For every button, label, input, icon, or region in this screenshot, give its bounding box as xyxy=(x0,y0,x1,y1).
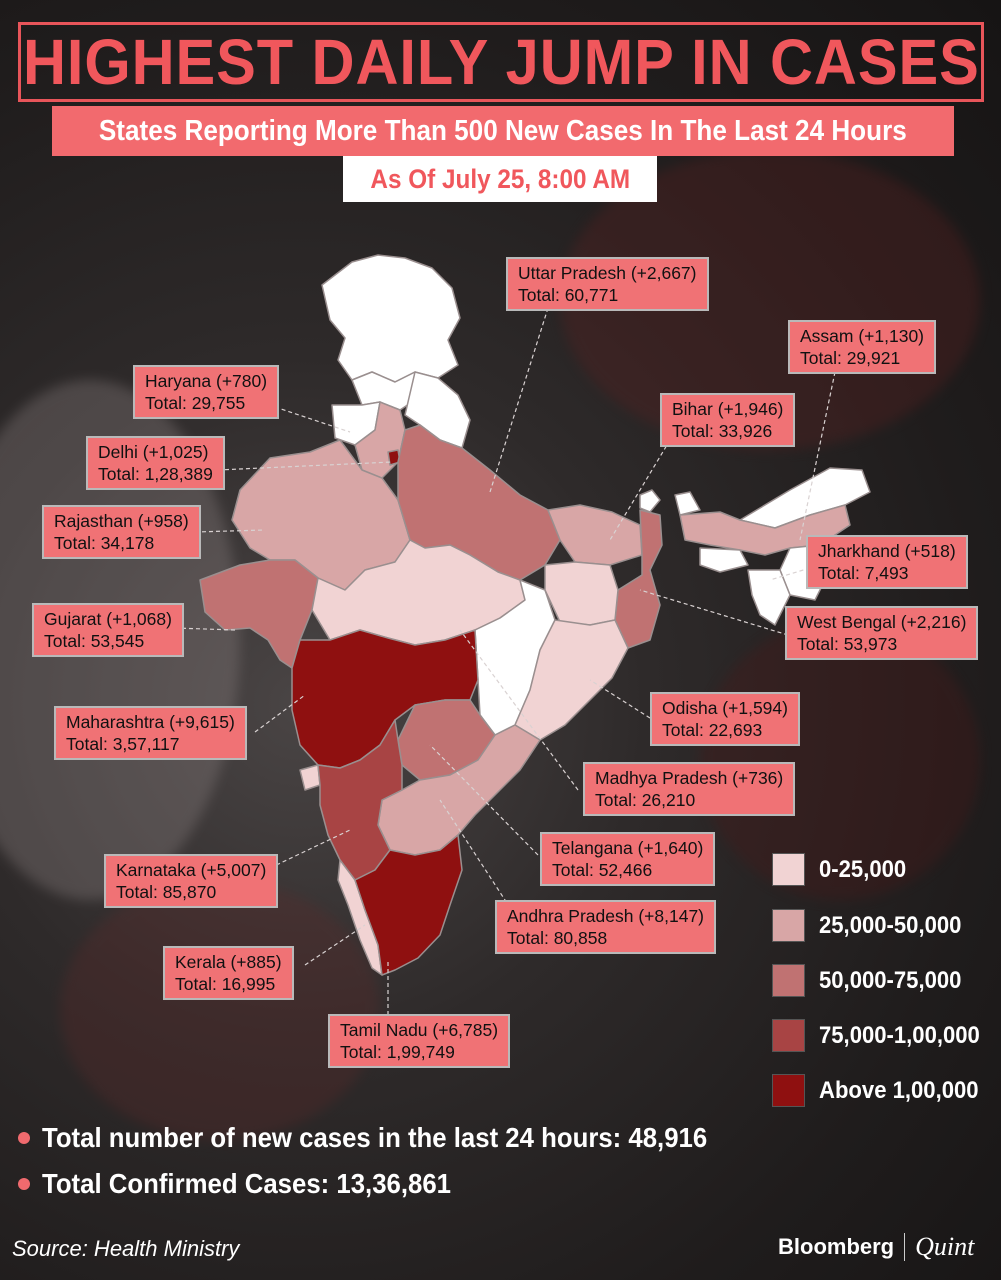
label-total: Total: 1,28,389 xyxy=(98,464,213,484)
brand-quint: Quint xyxy=(915,1232,975,1261)
label-title: Madhya Pradesh (+736) xyxy=(595,768,784,788)
label-bihar xyxy=(660,393,795,447)
label-total: Total: 29,755 xyxy=(145,393,246,413)
label-title: Tamil Nadu (+6,785) xyxy=(340,1020,499,1040)
legend-label: 0-25,000 xyxy=(819,855,907,883)
label-total: Total: 3,57,117 xyxy=(66,734,180,754)
label-total: Total: 22,693 xyxy=(662,720,763,740)
label-total: Total: 60,771 xyxy=(518,285,619,305)
label-total: Total: 80,858 xyxy=(507,928,608,948)
legend-swatch xyxy=(772,964,805,997)
legend-swatch xyxy=(772,853,805,886)
legend-item xyxy=(772,909,974,942)
label-jharkhand xyxy=(806,535,968,589)
label-title: Kerala (+885) xyxy=(175,952,282,972)
label-total: Total: 53,973 xyxy=(797,634,898,654)
label-haryana xyxy=(133,365,279,419)
legend-item xyxy=(772,853,914,886)
label-maharashtra xyxy=(54,706,247,760)
stat-new-cases xyxy=(18,1122,765,1154)
label-total: Total: 34,178 xyxy=(54,533,155,553)
label-total: Total: 1,99,749 xyxy=(340,1042,455,1062)
brand-divider xyxy=(904,1233,905,1261)
label-title: Maharashtra (+9,615) xyxy=(66,712,235,732)
page-title: HIGHEST DAILY JUMP IN CASES xyxy=(22,26,980,98)
label-uttar-pradesh xyxy=(506,257,709,311)
label-title: Telangana (+1,640) xyxy=(552,838,704,858)
legend-item xyxy=(772,1019,994,1052)
label-title: Delhi (+1,025) xyxy=(98,442,209,462)
legend-swatch xyxy=(772,1019,805,1052)
legend-label: 50,000-75,000 xyxy=(819,966,962,994)
label-madhya-pradesh xyxy=(583,762,795,816)
label-total: Total: 53,545 xyxy=(44,631,145,651)
label-title: Rajasthan (+958) xyxy=(54,511,189,531)
label-title: Andhra Pradesh (+8,147) xyxy=(507,906,705,926)
label-total: Total: 7,493 xyxy=(818,563,909,583)
label-title: Bihar (+1,946) xyxy=(672,399,784,419)
label-title: Haryana (+780) xyxy=(145,371,268,391)
legend-label: 75,000-1,00,000 xyxy=(819,1021,980,1049)
label-title: Uttar Pradesh (+2,667) xyxy=(518,263,697,283)
label-total: Total: 16,995 xyxy=(175,974,276,994)
legend-label: 25,000-50,000 xyxy=(819,911,962,939)
legend-label: Above 1,00,000 xyxy=(819,1076,979,1104)
label-total: Total: 29,921 xyxy=(800,348,901,368)
subtitle-text: States Reporting More Than 500 New Cases In The Last 24 Hours xyxy=(99,114,907,147)
state-sikkim xyxy=(640,490,660,512)
state-bhutan-gap xyxy=(675,492,700,515)
label-title: Gujarat (+1,068) xyxy=(44,609,172,629)
label-title: Odisha (+1,594) xyxy=(662,698,788,718)
label-west-bengal xyxy=(785,606,978,660)
label-total: Total: 52,466 xyxy=(552,860,653,880)
state-jammu-kashmir xyxy=(322,255,460,382)
source-credit: Source: Health Ministry xyxy=(12,1236,240,1261)
bullet-icon xyxy=(18,1178,30,1190)
legend-swatch xyxy=(772,1074,805,1107)
bullet-icon xyxy=(18,1132,30,1144)
label-karnataka xyxy=(104,854,278,908)
label-tamil-nadu xyxy=(328,1014,510,1068)
label-title: Karnataka (+5,007) xyxy=(116,860,267,880)
legend-item xyxy=(772,964,974,997)
brand-bloomberg: Bloomberg xyxy=(778,1234,895,1259)
label-total: Total: 26,210 xyxy=(595,790,696,810)
state-goa xyxy=(300,765,320,790)
stat-confirmed-text: Total Confirmed Cases: 13,36,861 xyxy=(42,1168,451,1199)
brand-logo xyxy=(778,1232,974,1262)
label-gujarat xyxy=(32,603,184,657)
state-jharkhand xyxy=(545,562,618,625)
label-telangana xyxy=(540,832,715,886)
as-of-text: As Of July 25, 8:00 AM xyxy=(370,163,630,194)
legend-swatch xyxy=(772,909,805,942)
state-bihar xyxy=(548,505,642,565)
state-meghalaya xyxy=(700,548,748,572)
label-kerala xyxy=(163,946,294,1000)
stat-confirmed xyxy=(18,1168,487,1200)
label-title: West Bengal (+2,216) xyxy=(797,612,967,632)
stat-new-cases-text: Total number of new cases in the last 24 hours: 48,916 xyxy=(42,1122,708,1153)
label-total: Total: 85,870 xyxy=(116,882,217,902)
label-assam xyxy=(788,320,936,374)
label-title: Assam (+1,130) xyxy=(800,326,925,346)
label-title: Jharkhand (+518) xyxy=(818,541,956,561)
state-tripura-mizoram xyxy=(748,570,790,625)
label-total: Total: 33,926 xyxy=(672,421,773,441)
label-andhra-pradesh xyxy=(495,900,716,954)
label-rajasthan xyxy=(42,505,201,559)
label-odisha xyxy=(650,692,800,746)
label-delhi xyxy=(86,436,225,490)
legend-item xyxy=(772,1074,992,1107)
